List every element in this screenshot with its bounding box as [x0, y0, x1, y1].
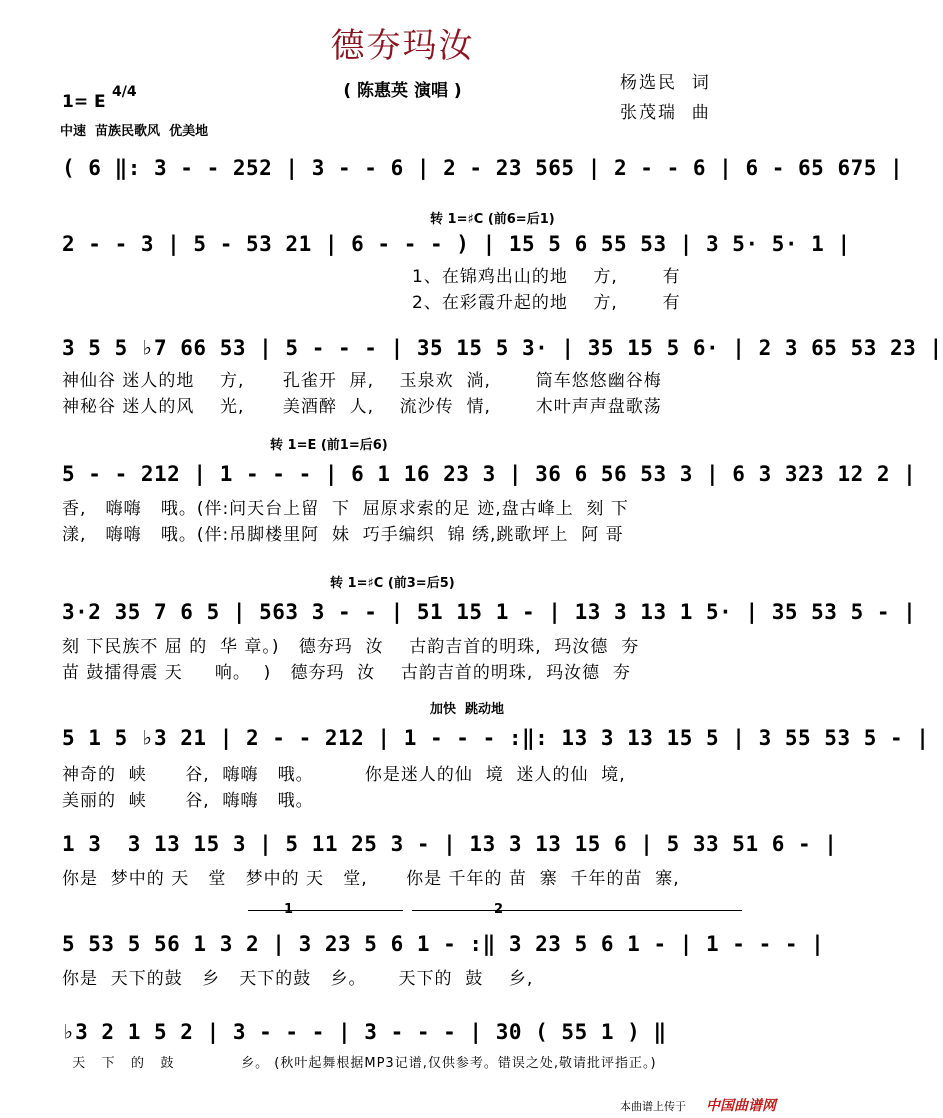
lyric-row-3a: 神仙谷 迷人的地 方, 孔雀开 屏, 玉泉欢 淌, 筒车悠悠幽谷梅: [62, 371, 662, 391]
page-title: 德夯玛汝: [330, 26, 475, 66]
composer-credit: 张茂瑞 曲: [620, 103, 711, 123]
lyric-row-7: 你是 梦中的 天 堂 梦中的 天 堂, 你是 千年的 苗 寨 千年的苗 寨,: [62, 869, 680, 889]
key-signature: 1= E: [62, 92, 106, 112]
volta-bracket-2: [412, 910, 742, 911]
lyric-row-4b: 漾, 嗨嗨 哦。(伴:吊脚楼里阿 妹 巧手编织 锦 绣,跳歌坪上 阿 哥: [62, 525, 624, 545]
modulation-3: 转 1=♯C (前3=后5): [330, 576, 455, 591]
singer-credit: ( 陈惠英 演唱 ): [343, 81, 462, 101]
modulation-1: 转 1=♯C (前6=后1): [430, 212, 555, 227]
lyric-row-6a: 神奇的 峡 谷, 嗨嗨 哦。 你是迷人的仙 境 迷人的仙 境,: [62, 765, 626, 785]
lyric-row-2b: 2、在彩霞升起的地 方, 有: [412, 293, 681, 313]
volta-label-1: 1: [284, 902, 294, 917]
volta-label-2: 2: [494, 902, 504, 917]
lyric-row-8: 你是 天下的鼓 乡 天下的鼓 乡。 天下的 鼓 乡,: [62, 969, 534, 989]
notation-row-7: 1 3 3 13 15 3 | 5 11 25 3 - | 13 3 13 15 6 | 5 33 51 6 - |: [62, 832, 838, 856]
time-signature: 4/4: [112, 84, 137, 100]
lyric-row-2a: 1、在锦鸡出山的地 方, 有: [412, 267, 681, 287]
lyric-row-6b: 美丽的 峡 谷, 嗨嗨 哦。: [62, 791, 314, 811]
volta-bracket-1: [248, 910, 403, 911]
lyric-row-9: 天 下 的 鼓 乡。 (秋叶起舞根据MP3记谱,仅供参考。错误之处,敬请批评指正。): [62, 1056, 657, 1071]
upload-note: 本曲谱上传于: [620, 1100, 686, 1113]
modulation-2: 转 1=E (前1=后6): [270, 438, 388, 453]
lyric-row-4a: 香, 嗨嗨 哦。(伴:问天台上留 下 屈原求索的足 迹,盘古峰上 刻 下: [62, 499, 629, 519]
lyric-row-5b: 苗 鼓擂得震 天 响。 ) 德夯玛 汝 古韵吉首的明珠, 玛汝德 夯: [62, 663, 631, 683]
notation-row-6: 5 1 5 ♭3 21 | 2 - - 212 | 1 - - - :‖: 13 3 13 15 5 | 3 55 53 5 - |: [62, 726, 930, 750]
tempo-marking: 中速 苗族民歌风 优美地: [60, 124, 209, 139]
notation-row-8: 5 53 5 56 1 3 2 | 3 23 5 6 1 - :‖ 3 23 5 6 1 - | 1 - - - |: [62, 932, 825, 956]
lyric-row-5a: 刻 下民族不 屈 的 华 章。) 德夯玛 汝 古韵吉首的明珠, 玛汝德 夯: [62, 637, 640, 657]
notation-row-4: 5 - - 212 | 1 - - - | 6 1 16 23 3 | 36 6 56 53 3 | 6 3 323 12 2 |: [62, 462, 917, 486]
notation-row-2: 2 - - 3 | 5 - 53 21 | 6 - - - ) | 15 5 6 55 53 | 3 5· 5· 1 |: [62, 232, 851, 256]
notation-row-5: 3·2 35 7 6 5 | 563 3 - - | 51 15 1 - | 13 3 13 1 5· | 35 53 5 - |: [62, 600, 917, 624]
tempo-change: 加快 跳动地: [430, 702, 505, 717]
lyric-row-3b: 神秘谷 迷人的风 光, 美酒醉 人, 流沙传 情, 木叶声声盘歌荡: [62, 397, 662, 417]
site-logo[interactable]: 中国曲谱网: [706, 1098, 776, 1114]
notation-row-3: 3 5 5 ♭7 66 53 | 5 - - - | 35 15 5 3· | 35 15 5 6· | 2 3 65 53 23 |: [62, 336, 943, 360]
lyricist-credit: 杨选民 词: [620, 73, 711, 93]
notation-row-1: ( 6 ‖: 3 - - 252 | 3 - - 6 | 2 - 23 565 | 2 - - 6 | 6 - 65 675 |: [62, 156, 904, 180]
notation-row-9: ♭3 2 1 5 2 | 3 - - - | 3 - - - | 30 ( 55 1 ) ‖: [62, 1020, 667, 1044]
